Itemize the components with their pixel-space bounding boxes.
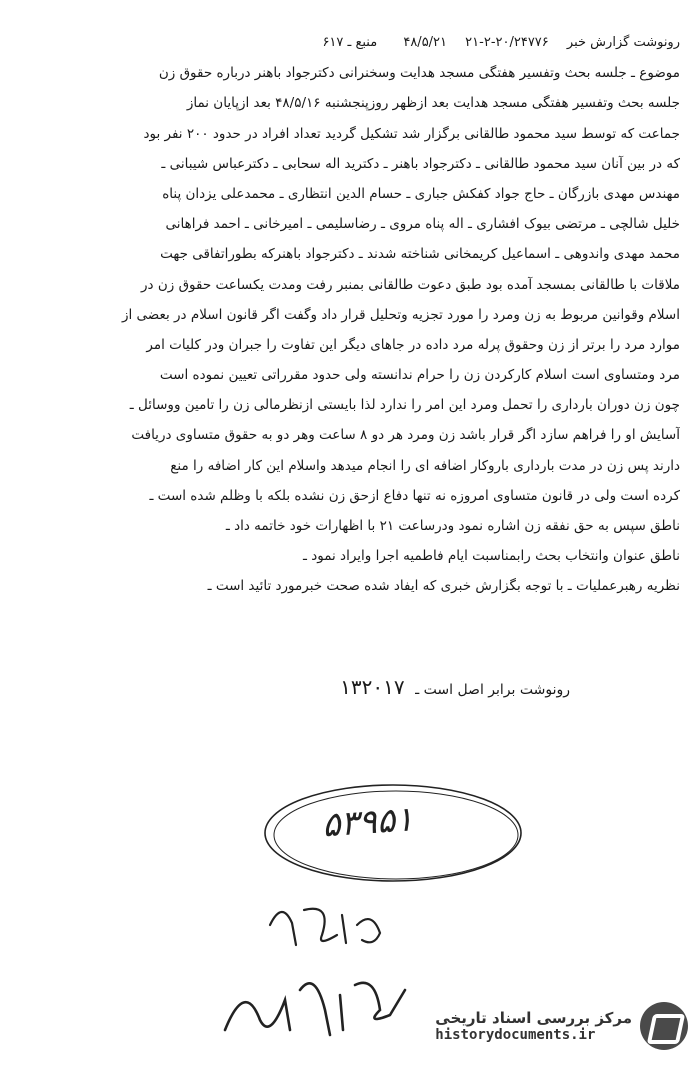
stamp-number: ۵۳۹۵۱ [320, 799, 415, 846]
body-line: خلیل شالچی ـ مرتضی بیوک افشاری ـ اله پناه مروی ـ رضاسلیمی ـ امیرخانی ـ احمد فراهانی [165, 216, 680, 233]
body-line: مرد ومتساوی است اسلام کارکردن زن را حرام ندانسته ولی حدود مقرراتی تعیین نموده است [159, 367, 680, 384]
verification-label: رونوشت برابر اصل است ـ [415, 682, 570, 698]
archive-logo-icon [640, 1002, 688, 1050]
source-code: منبع ـ ۶۱۷ [322, 35, 378, 50]
body-line: که در بین آنان سید محمود طالقانی ـ دکترجواد باهنر ـ دکترید اله سحابی ـ دکترعباس شیبانی ـ [161, 155, 680, 172]
reference-line [40, 28, 680, 58]
body-line: ناطق سپس به حق نفقه زن اشاره نمود ودرساعت ۲۱ با اظهارات خود خاتمه داد ـ [225, 518, 680, 534]
verification-line [240, 675, 570, 699]
signature-mark [215, 960, 415, 1050]
body-line: جلسه بحث وتفسیر هفتگی مسجد هدایت بعد ازظهر روزپنجشنبه ۴۸/۵/۱۶ بعد ازپایان نماز [186, 95, 680, 112]
body-line: جماعت که توسط سید محمود طالقانی برگزار شد تشکیل گردید تعداد افراد در حدود ۲۰۰ نفر بود [143, 125, 680, 142]
verification-number: ۱۳۲۰۱۷ [340, 675, 405, 699]
watermark-url: historydocuments.ir [435, 1027, 596, 1043]
body-line: ناطق عنوان وانتخاب بحث رابمناسبت ایام فاطمیه اجرا وایراد نمود ـ [302, 548, 680, 565]
report-date: ۴۸/۵/۲۱ [403, 35, 448, 50]
body-line: کرده است ولی در قانون متساوی امروزه نه تنها دفاع ازحق زن نشده بلکه با وظلم شده است ـ [149, 487, 680, 504]
body-line: اسلام وقوانین مربوط به زن ومرد را مورد تجزیه وتحلیل قرار داد وگفت اگر قانون اسلام در بعضی از [121, 306, 680, 323]
body-line: چون زن دوران بارداری را تحمل ومرد این امر را ندارد لذا بایستی ازنظرمالی زن را تامین ووسائل ـ [129, 397, 680, 414]
signature-mark [262, 895, 392, 955]
body-line: موضوع ـ جلسه بحث وتفسیر هفتگی مسجد هدایت وسخنرانی دکترجواد باهنر درباره حقوق زن [158, 65, 680, 82]
watermark [435, 1000, 688, 1052]
body-line: نظریه رهبرعملیات ـ با توجه بگزارش خبری که ایفاد شده صحت خبرمورد تائید است ـ [207, 578, 680, 595]
watermark-title: مرکز بررسی اسناد تاریخی [435, 1009, 632, 1027]
body-line: موارد مرد را برتر از زن وحقوق پرله مرد داده در جاهای دیگر این تفاوت را جبران ودر کلیات امر [146, 336, 680, 353]
body-line: آسایش او را فراهم سازد اگر قرار باشد زن ومرد هر دو ۸ ساعت وهر دو به حقوق متساوی دریافت [131, 427, 680, 444]
body-line: مهندس مهدی بازرگان ـ حاج جواد کفکش جباری ـ حسام الدین انتظاری ـ محمدعلی یزدان پناه [162, 185, 680, 202]
document-body [40, 28, 680, 602]
body-line: ملاقات با طالقانی بمسجد آمده بود طبق دعوت طالقانی بمنبر رفت ومدت یکساعت حقوق زن در [141, 276, 680, 293]
body-line: محمد مهدی واندوهی ـ اسماعیل کریمخانی شناخته شدند ـ دکترجواد باهنرکه بطوراتفاقی جهت [160, 246, 680, 263]
report-source-label: رونوشت گزارش خبر [566, 35, 680, 50]
reference-code: ۲۰/۲۴۷۷۶-۲-۲۱ [465, 35, 549, 50]
body-line: دارند پس زن در مدت بارداری باروکار اضافه ای را انجام میدهد واسلام این کار اضافه را منع [170, 457, 680, 474]
